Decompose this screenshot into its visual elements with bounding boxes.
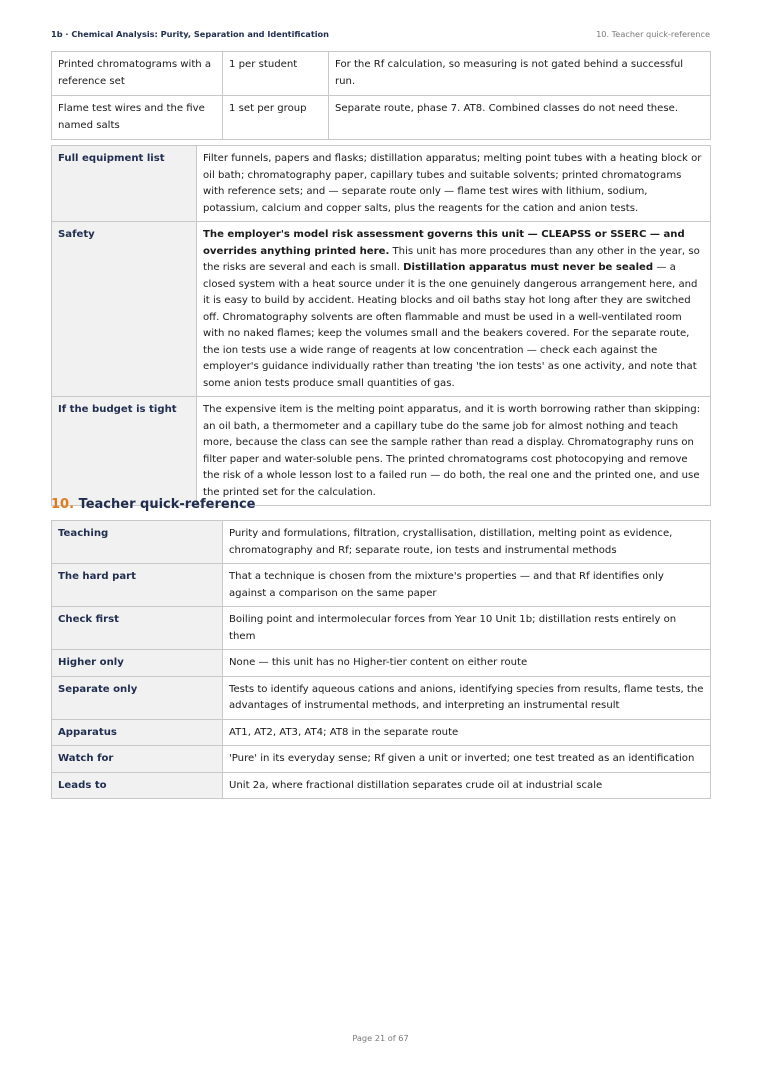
quick-ref-text: Boiling point and intermolecular forces from Year 10 Unit 1b; distillation rests entirely on them: [223, 607, 711, 650]
table-row: [52, 607, 711, 650]
quick-ref-text: Unit 2a, where fractional distillation separates crude oil at industrial scale: [223, 772, 711, 799]
quick-ref-label: Apparatus: [52, 719, 223, 746]
equipment-table: [51, 51, 711, 140]
quick-ref-label: Higher only: [52, 650, 223, 677]
quick-ref-text: That a technique is chosen from the mixture's properties — and that Rf identifies only against a comparison on the same paper: [223, 564, 711, 607]
equipment-note: Separate route, phase 7. AT8. Combined classes do not need these.: [329, 96, 711, 140]
quick-ref-text: Tests to identify aqueous cations and anions, identifying species from results, flame tests, the advantages of instrumental methods, and interpreting an instrumental result: [223, 676, 711, 719]
table-row: [52, 772, 711, 799]
quick-ref-text: None — this unit has no Higher-tier content on either route: [223, 650, 711, 677]
equipment-note: For the Rf calculation, so measuring is not gated behind a successful run.: [329, 52, 711, 96]
table-row: [52, 746, 711, 773]
quick-ref-label: Check first: [52, 607, 223, 650]
equipment-quantity: 1 per student: [223, 52, 329, 96]
quick-ref-label: Separate only: [52, 676, 223, 719]
safety-body: This unit has more procedures than any other in the year, so the risks are several and each is small.: [203, 245, 700, 273]
full-equipment-text: Filter funnels, papers and flasks; distillation apparatus; melting point tubes with a heating block or oil bath; chromatography paper, capillary tubes and suitable solvents; printed chromatograms with reference sets; and — separate route only — flame test wires with lithium, sodium, potassium, calcium and copper salts, plus the reagents for the cation and anion tests.: [197, 146, 711, 222]
running-header: [51, 29, 710, 39]
section-number: 10.: [51, 497, 75, 512]
quick-ref-label: Watch for: [52, 746, 223, 773]
page-number: Page 21 of 67: [352, 1033, 409, 1043]
table-row: [52, 397, 711, 506]
safety-emphasis: Distillation apparatus must never be sealed: [403, 262, 654, 273]
equipment-item: Printed chromatograms with a reference set: [52, 52, 223, 96]
safety-emphasis: The employer's model risk assessment governs this unit — CLEAPSS or SSERC — and overrides anything printed here.: [203, 229, 685, 257]
info-table: [51, 145, 711, 506]
quick-ref-text: Purity and formulations, filtration, crystallisation, distillation, melting point as evidence, chromatography and Rf; separate route, ion tests and instrumental methods: [223, 521, 711, 564]
table-row: [52, 52, 711, 96]
quick-ref-label: Teaching: [52, 521, 223, 564]
table-row: [52, 676, 711, 719]
header-unit-title: 1b · Chemical Analysis: Purity, Separation and Identification: [51, 29, 330, 39]
table-row: [52, 222, 711, 397]
safety-label: Safety: [52, 222, 197, 397]
table-row: [52, 719, 711, 746]
quick-ref-label: Leads to: [52, 772, 223, 799]
safety-text: [197, 222, 711, 397]
section-title: Teacher quick-reference: [78, 497, 256, 512]
table-row: [52, 650, 711, 677]
section-heading: [51, 497, 255, 512]
quick-reference-table: [51, 520, 711, 799]
quick-ref-label: The hard part: [52, 564, 223, 607]
header-section-title: 10. Teacher quick-reference: [596, 29, 710, 39]
safety-body: — a closed system with a heat source under it is the one genuinely dangerous arrangement here, and it is easy to build by accident. Heating blocks and oil baths stay hot long after they are switched off. Chromatography solvents are often flammable and must be used in a well-ventilated room with no naked flames; keep the volumes small and the beakers covered. For the separate route, the ion tests use a wide range of reagents at low concentration — check each against the employer's guidance individually rather than treating 'the ion tests' as one activity, and note that some anion tests produce small quantities of gas.: [203, 262, 698, 389]
full-equipment-label: Full equipment list: [52, 146, 197, 222]
table-row: [52, 96, 711, 140]
table-row: [52, 564, 711, 607]
quick-ref-text: AT1, AT2, AT3, AT4; AT8 in the separate route: [223, 719, 711, 746]
budget-text: The expensive item is the melting point apparatus, and it is worth borrowing rather than skipping: an oil bath, a thermometer and a capillary tube do the same job for almost nothing and teach more, because the class can see the sample rather than read a display. Chromatography runs on filter paper and water-soluble pens. The printed chromatograms cost photocopying and remove the risk of a whole lesson lost to a failed run — do both, the real one and the printed one, and use the printed set for the calculation.: [197, 397, 711, 506]
equipment-item: Flame test wires and the five named salts: [52, 96, 223, 140]
budget-label: If the budget is tight: [52, 397, 197, 506]
table-row: [52, 521, 711, 564]
table-row: [52, 146, 711, 222]
equipment-quantity: 1 set per group: [223, 96, 329, 140]
quick-ref-text: 'Pure' in its everyday sense; Rf given a unit or inverted; one test treated as an identification: [223, 746, 711, 773]
